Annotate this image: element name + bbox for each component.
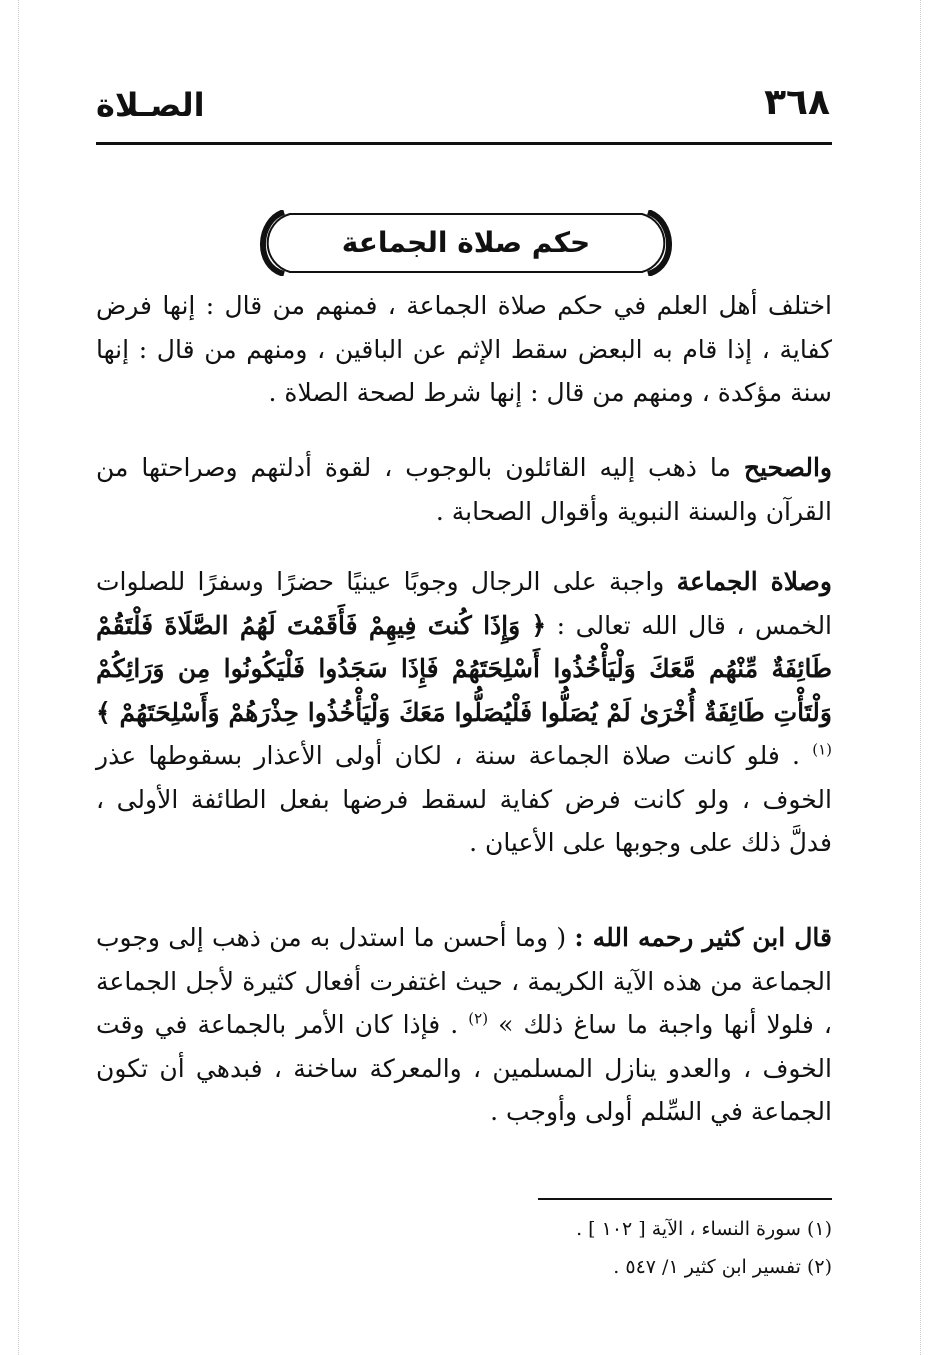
paragraph-3 (96, 560, 832, 865)
paragraph-2-lead: والصحيح (743, 453, 832, 482)
paragraph-4 (96, 916, 832, 1134)
paragraph-3-text-a: واجبة على الرجال وجوبًا عينيًا حضرًا وسفرًا للصلوات الخمس ، قال الله تعالى : (96, 567, 833, 640)
footnote-ref-2: (٢) (468, 1009, 489, 1028)
paragraph-2 (96, 446, 832, 533)
paragraph-1-text: اختلف أهل العلم في حكم صلاة الجماعة ، فمنهم من قال : إنها فرض كفاية ، إذا قام به البعض سقط الإثم عن الباقين ، ومنهم من قال : إنها سنة مؤكدة ، ومنهم من قال : إنها شرط لصحة الصلاة . (96, 291, 832, 407)
footnote-1: (١) سورة النساء ، الآية [ ١٠٢ ] . (576, 1218, 832, 1240)
paragraph-4-lead: قال ابن كثير رحمه الله : (574, 923, 833, 952)
page-number: ٣٦٨ (764, 82, 830, 123)
footnote-ref-1: (١) (812, 740, 832, 759)
paragraph-4-text-b: . فإذا كان الأمر بالجماعة في وقت الخوف ، والعدو ينازل المسلمين ، والمعركة ساخنة ، فبدهي أن تكون الجماعة في السِّلم أولى وأوجب . (96, 1010, 832, 1126)
footnote-rule (538, 1198, 832, 1200)
scan-margin-mark (920, 0, 921, 1355)
quran-verse: ﴿ وَإِذَا كُنتَ فِيهِمْ فَأَقَمْتَ لَهُمُ الصَّلَاةَ فَلْتَقُمْ طَائِفَةٌ مِّنْهُم مَّعَكَ وَلْيَأْخُذُوا أَسْلِحَتَهُمْ فَإِذَا سَجَدُوا فَلْيَكُونُوا مِن وَرَائِكُمْ وَلْتَأْتِ طَائِفَةٌ أُخْرَىٰ لَمْ يُصَلُّوا فَلْيُصَلُّوا مَعَكَ وَلْيَأْخُذُوا حِذْرَهُمْ وَأَسْلِحَتَهُمْ ﴾ (96, 610, 832, 727)
paragraph-3-text-b: . فلو كانت صلاة الجماعة سنة ، لكان أولى الأعذار بسقوطها عذر الخوف ، ولو كانت فرض كفاية لسقط فرضها بفعل الطائفة الأولى ، فدلَّ ذلك على وجوبها على الأعيان . (96, 741, 832, 857)
header-rule (96, 142, 832, 145)
paragraph-2-text: ما ذهب إليه القائلون بالوجوب ، لقوة أدلتهم وصراحتها من القرآن والسنة النبوية وأقوال الصحابة . (96, 453, 832, 526)
section-title: حكم صلاة الجماعة (341, 226, 591, 259)
footnote-2: (٢) تفسير ابن كثير ١/ ٥٤٧ . (613, 1256, 832, 1278)
paragraph-1 (96, 284, 832, 415)
section-title-frame (250, 210, 682, 276)
scan-margin-mark (18, 0, 19, 1355)
paragraph-4-text-a: ( وما أحسن ما استدل به من ذهب إلى وجوب الجماعة من هذه الآية الكريمة ، حيث اغتفرت أفعال كثيرة لأجل الجماعة ، فلولا أنها واجبة ما ساغ ذلك » (96, 923, 832, 1039)
running-title: الصـلاة (96, 86, 205, 124)
paragraph-3-lead: وصلاة الجماعة (676, 567, 832, 596)
